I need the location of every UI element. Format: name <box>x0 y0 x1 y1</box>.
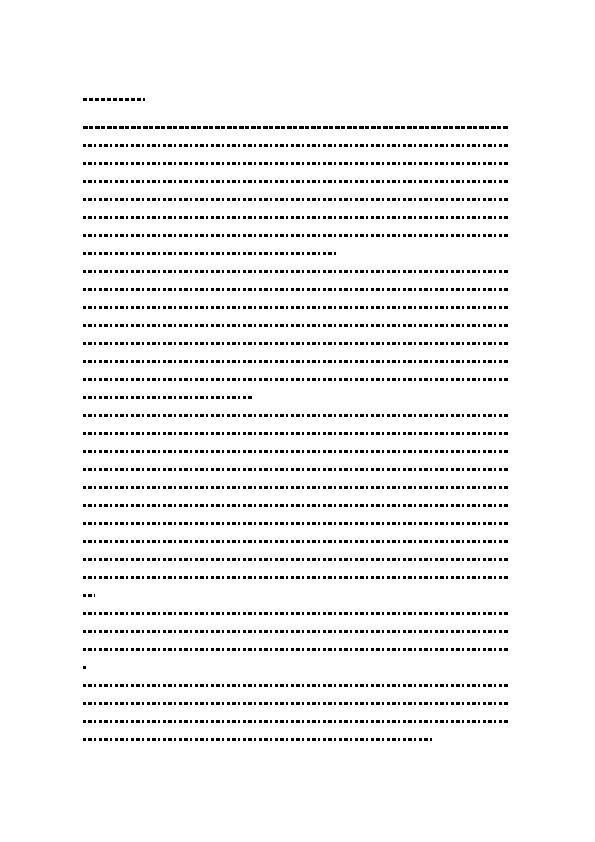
text-line <box>83 126 509 129</box>
paragraph-1 <box>83 126 509 255</box>
text-line <box>83 342 509 345</box>
text-line <box>83 252 339 255</box>
text-line <box>83 324 509 327</box>
paragraph-2 <box>83 270 509 399</box>
text-line <box>83 738 432 741</box>
text-line <box>83 144 509 147</box>
text-line <box>83 270 509 273</box>
text-line <box>83 306 509 309</box>
text-line <box>83 432 509 435</box>
text-line <box>83 594 95 597</box>
text-line <box>83 396 253 399</box>
text-line <box>83 666 87 669</box>
text-line <box>83 180 509 183</box>
text-line <box>83 576 509 579</box>
text-line <box>83 486 509 489</box>
text-line <box>83 450 509 453</box>
text-line <box>83 558 509 561</box>
paragraph-3 <box>83 414 509 597</box>
text-line <box>83 648 509 651</box>
text-line <box>83 360 509 363</box>
text-line <box>83 468 509 471</box>
text-line <box>83 540 509 543</box>
text-line <box>83 288 509 291</box>
text-line <box>83 612 509 615</box>
header-text-block <box>83 98 145 101</box>
text-line <box>83 234 509 237</box>
text-line <box>83 522 509 525</box>
paragraph-4 <box>83 612 509 669</box>
text-line <box>83 216 509 219</box>
text-line <box>83 684 509 687</box>
text-line <box>83 162 509 165</box>
text-line <box>83 414 509 417</box>
text-line <box>83 720 509 723</box>
text-line <box>83 702 509 705</box>
text-line <box>83 198 509 201</box>
paragraph-5 <box>83 684 509 741</box>
text-line <box>83 504 509 507</box>
text-line <box>83 378 509 381</box>
text-line <box>83 630 509 633</box>
page-header <box>83 98 145 106</box>
